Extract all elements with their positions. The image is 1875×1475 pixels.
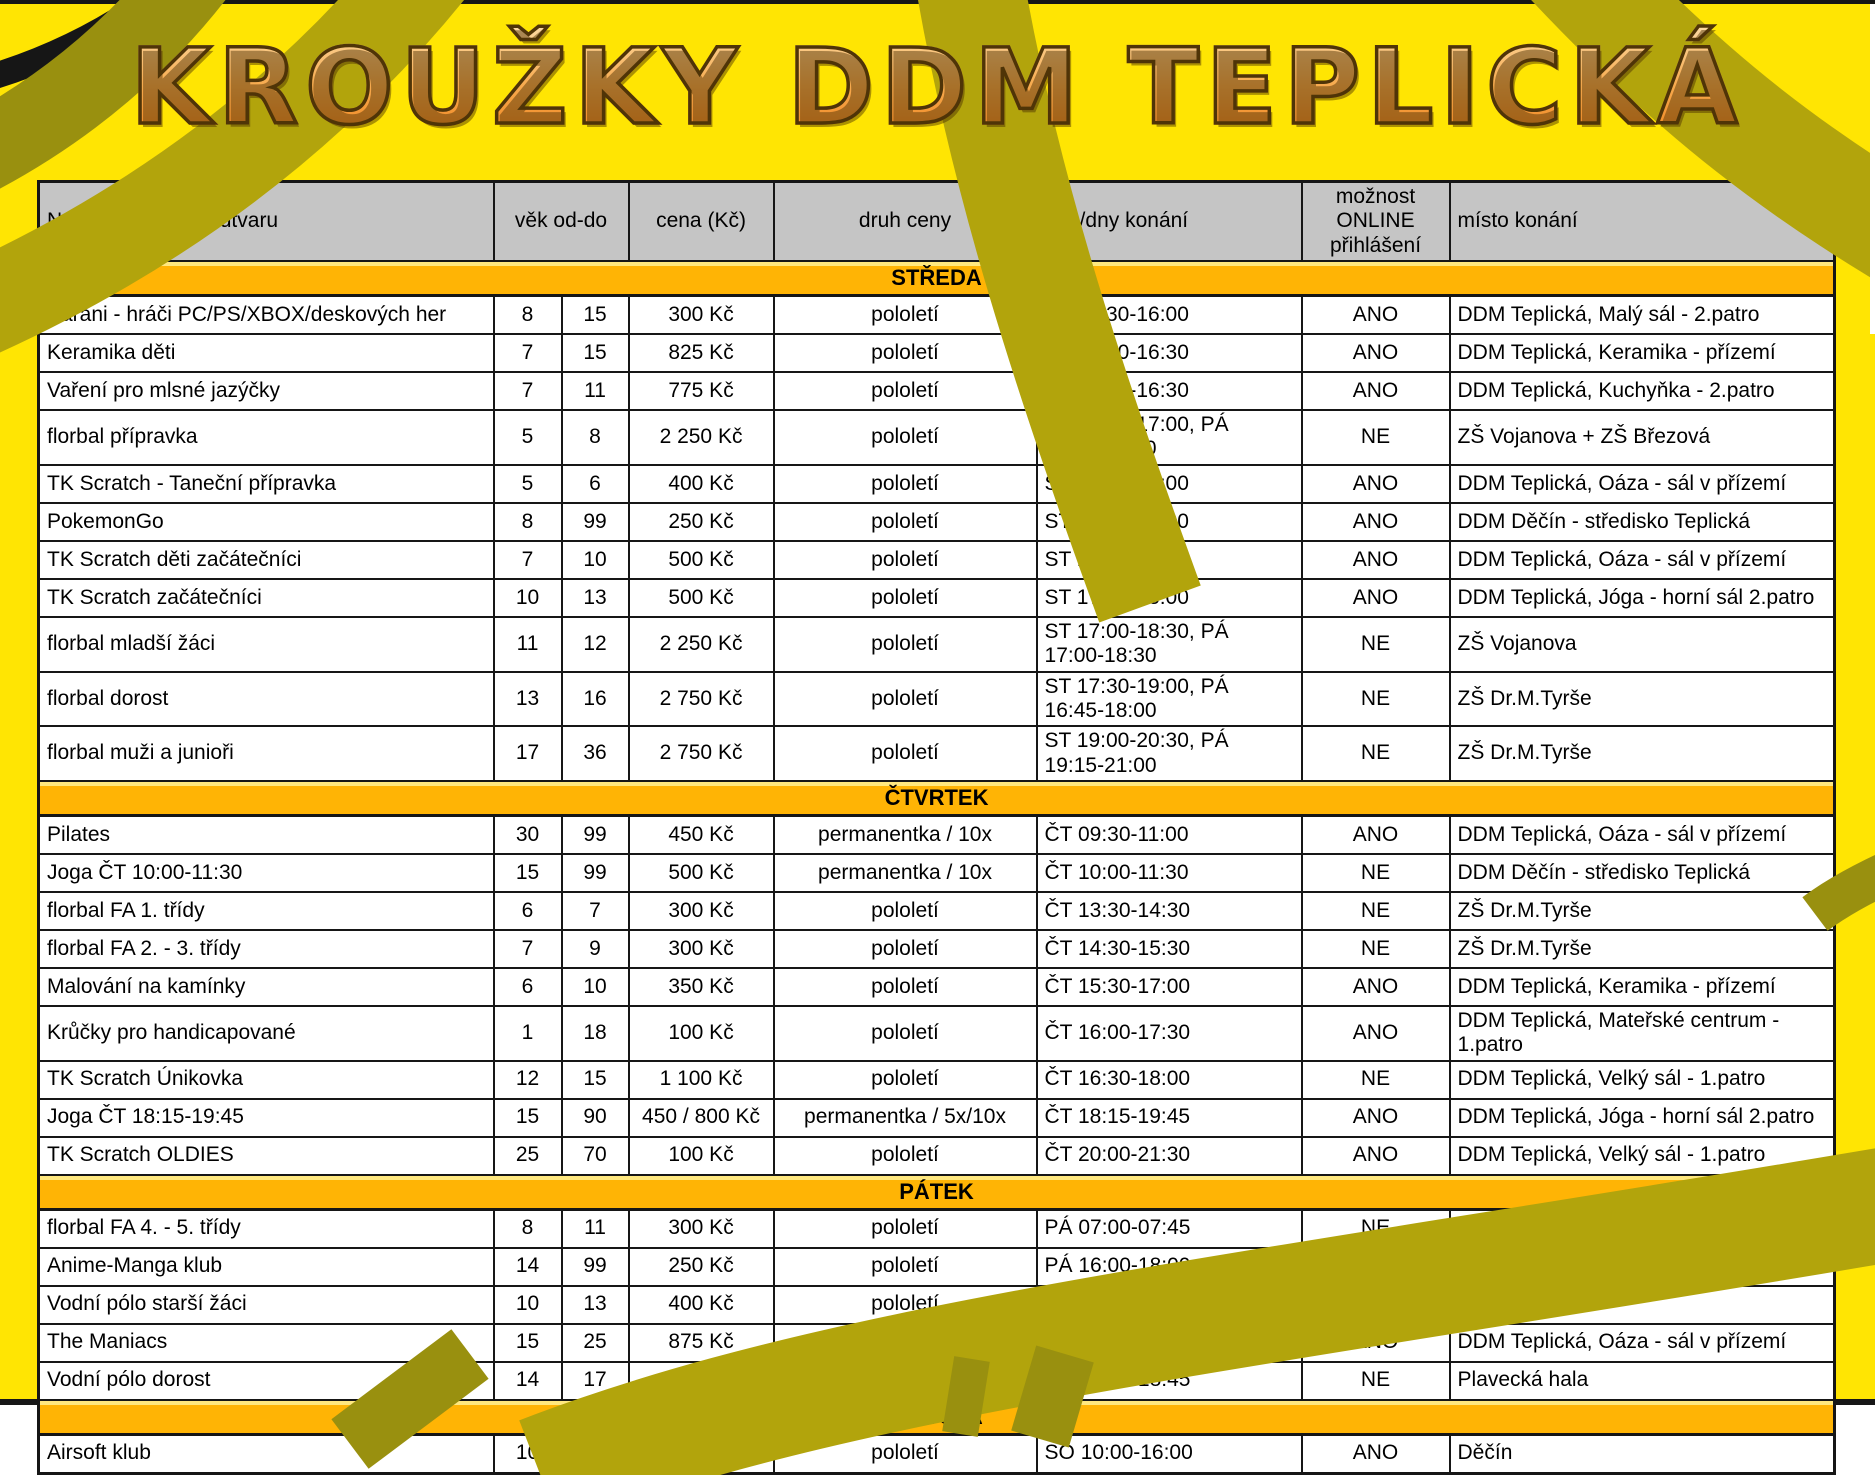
cell-price-type: pololetí (774, 1137, 1037, 1175)
cell-age-from: 15 (494, 1099, 562, 1137)
cell-age-from: 6 (494, 892, 562, 930)
cell-days: ČT 09:30-11:00 (1037, 815, 1302, 854)
cell-days: PÁ 07:00-07:45 (1037, 1209, 1302, 1248)
cell-online: ANO (1302, 541, 1450, 579)
cell-age-from: 10 (494, 1286, 562, 1324)
cell-price-type: pololetí (774, 1248, 1037, 1286)
cell-online: NE (1302, 1209, 1450, 1248)
cell-name: Airsoft klub (39, 1434, 494, 1473)
cell-online: NE (1302, 892, 1450, 930)
cell-age-from: 1 (494, 1006, 562, 1061)
cell-place: ZŠ Vojanova (1450, 617, 1835, 672)
cell-price-type: permanentka / 5x/10x (774, 1099, 1037, 1137)
cell-place: DDM Teplická, Velký sál - 1.patro (1450, 1137, 1835, 1175)
cell-price-type: pololetí (774, 579, 1037, 617)
cell-place: DDM Teplická, Velký sál - 1.patro (1450, 1061, 1835, 1099)
cell-age-to: 8 (562, 410, 629, 465)
cell-days: ST 15:30-17:00, PÁ 16:30-18:00 (1037, 410, 1302, 465)
cell-price-type: pololetí (774, 726, 1037, 781)
page-title: KROUŽKY DDM TEPLICKÁ (0, 26, 1875, 148)
cell-place: DDM Děčín - středisko Teplická (1450, 854, 1835, 892)
cell-place: ZŠ Vojanova + ZŠ Březová (1450, 410, 1835, 465)
cell-name: florbal mladší žáci (39, 617, 494, 672)
cell-price: 300 Kč (629, 1209, 774, 1248)
bottom-spoke-3 (1040, 1354, 1065, 1439)
cell-age-from: 5 (494, 465, 562, 503)
cell-price-type: pololetí (774, 410, 1037, 465)
cell-age-to: 70 (562, 1137, 629, 1175)
cell-price-type: pololetí (774, 1061, 1037, 1099)
cell-place: Děčín (1450, 1434, 1835, 1473)
table-row (39, 1434, 1835, 1473)
cell-online: ANO (1302, 1434, 1450, 1473)
cell-place: DDM Teplická, Oáza - sál v přízemí (1450, 1324, 1835, 1362)
cell-age-to: 13 (562, 1286, 629, 1324)
cell-days: ČT 16:00-17:30 (1037, 1006, 1302, 1061)
cell-place: ZŠ Dr.M.Tyrše (1450, 726, 1835, 781)
cell-online: NE (1302, 672, 1450, 727)
cell-days: ČT 10:00-11:30 (1037, 854, 1302, 892)
cell-days: PÁ 17:30-18:45 (1037, 1362, 1302, 1400)
cell-price-type: permanentka / 10x (774, 854, 1037, 892)
cell-online: ANO (1302, 296, 1450, 335)
cell-price-type: pololetí (774, 503, 1037, 541)
cell-name: TK Scratch Únikovka (39, 1061, 494, 1099)
cell-name: TK Scratch začátečníci (39, 579, 494, 617)
cell-price: 450 Kč (629, 815, 774, 854)
cell-price: 400 Kč (629, 1362, 774, 1400)
cell-age-from: 8 (494, 1209, 562, 1248)
cell-days: ST 17:30-19:00, PÁ 16:45-18:00 (1037, 672, 1302, 727)
cell-online: ANO (1302, 579, 1450, 617)
cell-place: ZŠ Dr.M.Tyrše (1450, 892, 1835, 930)
cell-age-from: 17 (494, 726, 562, 781)
cell-age-to: 15 (562, 1061, 629, 1099)
cell-price: 450 / 800 Kč (629, 1099, 774, 1137)
cell-days: ST 17:00-18:00 (1037, 541, 1302, 579)
cell-days: SO 10:00-16:00 (1037, 1434, 1302, 1473)
cell-price-type: pololetí (774, 1006, 1037, 1061)
cell-place: DDM Teplická, Oáza - sál v přízemí (1450, 541, 1835, 579)
cell-name: Vaření pro mlsné jazýčky (39, 372, 494, 410)
cell-age-from: 7 (494, 541, 562, 579)
cell-online: NE (1302, 1061, 1450, 1099)
cell-days: ČT 20:00-21:30 (1037, 1137, 1302, 1175)
cell-online: ANO (1302, 1006, 1450, 1061)
background-decoration (0, 4, 1875, 1409)
cell-place: DDM Teplická, Mateřské centrum - 1.patro (1450, 1006, 1835, 1061)
cell-price-type: pololetí (774, 892, 1037, 930)
cell-place: DDM Teplická, Keramika - přízemí (1450, 334, 1835, 372)
cell-price: 775 Kč (629, 372, 774, 410)
cell-age-from: 7 (494, 930, 562, 968)
cell-days: ST 16:15-17:00 (1037, 465, 1302, 503)
cell-online: ANO (1302, 1324, 1450, 1362)
cell-name: Vodní pólo starší žáci (39, 1286, 494, 1324)
cell-price-type: pololetí (774, 1434, 1037, 1473)
cell-price: 300 Kč (629, 296, 774, 335)
cell-age-to: 13 (562, 579, 629, 617)
cell-price-type: pololetí (774, 968, 1037, 1006)
cell-name: florbal FA 1. třídy (39, 892, 494, 930)
cell-price: 2 250 Kč (629, 617, 774, 672)
cell-price: 250 Kč (629, 1248, 774, 1286)
cell-days: ČT 18:15-19:45 (1037, 1099, 1302, 1137)
cell-name: TK Scratch OLDIES (39, 1137, 494, 1175)
cell-online: ANO (1302, 968, 1450, 1006)
cell-price-type: pololetí (774, 617, 1037, 672)
cell-name: Krůčky pro handicapované (39, 1006, 494, 1061)
bottom-spoke-2 (960, 1359, 972, 1434)
section-header: PÁTEK (39, 1175, 1835, 1210)
cell-place: DDM Teplická, Kuchyňka - 2.patro (1450, 372, 1835, 410)
cell-online: ANO (1302, 815, 1450, 854)
cell-online: ANO (1302, 372, 1450, 410)
cell-name: TK Scratch děti začátečníci (39, 541, 494, 579)
cell-days: ST 15:00-16:30 (1037, 372, 1302, 410)
cell-price: 300 Kč (629, 930, 774, 968)
cell-price: 1 100 Kč (629, 1061, 774, 1099)
cell-name: florbal přípravka (39, 410, 494, 465)
col-price: cena (Kč) (629, 182, 774, 262)
cell-place: ZŠ Dr.M.Tyrše (1450, 930, 1835, 968)
cell-name: Pilates (39, 815, 494, 854)
cell-online: ANO (1302, 1248, 1450, 1286)
cell-place: DDM Teplická, Malý sál - 2.patro (1450, 296, 1835, 335)
cell-price-type: pololetí (774, 541, 1037, 579)
cell-place: DDM Teplická, Oáza - sál v přízemí (1450, 465, 1835, 503)
cell-days: PÁ 17:00-18:30 (1037, 1324, 1302, 1362)
col-online: možnost ONLINE přihlášení (1302, 182, 1450, 262)
cell-name: Joga ČT 10:00-11:30 (39, 854, 494, 892)
cell-age-to: 25 (562, 1324, 629, 1362)
cell-age-to: 12 (562, 617, 629, 672)
cell-online: ANO (1302, 334, 1450, 372)
cell-name: TK Scratch - Taneční přípravka (39, 465, 494, 503)
cell-days: ST 16:30-18:30 (1037, 503, 1302, 541)
cell-place: Plavecká hala (1450, 1362, 1835, 1400)
cell-age-to: 19 (562, 1434, 629, 1473)
cell-price: 100 Kč (629, 1006, 774, 1061)
cell-place: DDM Děčín - středisko Teplická (1450, 503, 1835, 541)
cell-age-to: 11 (562, 372, 629, 410)
cell-place: DDM Teplická, Oáza - sál v přízemí (1450, 815, 1835, 854)
cell-price-type: pololetí (774, 372, 1037, 410)
cell-age-from: 8 (494, 296, 562, 335)
cell-price: 2 750 Kč (629, 726, 774, 781)
cell-price: 500 Kč (629, 1434, 774, 1473)
cell-price: 2 250 Kč (629, 410, 774, 465)
cell-age-to: 18 (562, 1006, 629, 1061)
cell-name: florbal FA 4. - 5. třídy (39, 1209, 494, 1248)
cell-online: NE (1302, 726, 1450, 781)
cell-name: Joga ČT 18:15-19:45 (39, 1099, 494, 1137)
col-place: místo konání (1450, 182, 1835, 262)
cell-online: NE (1302, 930, 1450, 968)
cell-age-to: 16 (562, 672, 629, 727)
cell-age-from: 10 (494, 579, 562, 617)
cell-name: florbal FA 2. - 3. třídy (39, 930, 494, 968)
cell-age-to: 36 (562, 726, 629, 781)
cell-name: florbal dorost (39, 672, 494, 727)
cell-age-from: 15 (494, 854, 562, 892)
cell-price: 350 Kč (629, 968, 774, 1006)
cell-online: NE (1302, 1362, 1450, 1400)
right-wedge (1815, 854, 1875, 914)
cell-age-from: 13 (494, 672, 562, 727)
cell-age-to: 99 (562, 815, 629, 854)
cell-name: PokemonGo (39, 503, 494, 541)
cell-online: NE (1302, 1286, 1450, 1324)
cell-price: 250 Kč (629, 503, 774, 541)
cell-price-type: pololetí (774, 465, 1037, 503)
cell-price-type: pololetí (774, 1324, 1037, 1362)
cell-age-from: 14 (494, 1362, 562, 1400)
cell-age-to: 9 (562, 930, 629, 968)
cell-age-to: 17 (562, 1362, 629, 1400)
cell-name: The Maniacs (39, 1324, 494, 1362)
cell-days: ST 17:00-18:30, PÁ 17:00-18:30 (1037, 617, 1302, 672)
col-price-type: druh ceny (774, 182, 1037, 262)
cell-age-to: 90 (562, 1099, 629, 1137)
cell-days: ST 14:30-16:00 (1037, 296, 1302, 335)
cell-price: 500 Kč (629, 854, 774, 892)
cell-age-from: 30 (494, 815, 562, 854)
cell-name: Pařani - hráči PC/PS/XBOX/deskových her (39, 296, 494, 335)
cell-age-to: 15 (562, 296, 629, 335)
cell-age-to: 99 (562, 1248, 629, 1286)
cell-online: ANO (1302, 465, 1450, 503)
cell-days: ST 19:00-20:30, PÁ 19:15-21:00 (1037, 726, 1302, 781)
cell-age-from: 15 (494, 1324, 562, 1362)
cell-age-to: 6 (562, 465, 629, 503)
cell-price: 500 Kč (629, 541, 774, 579)
cell-online: NE (1302, 854, 1450, 892)
cell-age-from: 12 (494, 1061, 562, 1099)
cell-name: Anime-Manga klub (39, 1248, 494, 1286)
cell-age-from: 7 (494, 334, 562, 372)
section-header: ČTVRTEK (39, 781, 1835, 816)
section-header: STŘEDA (39, 261, 1835, 296)
cell-days: ST 17:00-18:00 (1037, 579, 1302, 617)
cell-name: florbal muži a junioři (39, 726, 494, 781)
cell-online: NE (1302, 410, 1450, 465)
cell-age-to: 15 (562, 334, 629, 372)
cell-price: 400 Kč (629, 465, 774, 503)
cell-name: Keramika děti (39, 334, 494, 372)
cell-age-to: 10 (562, 968, 629, 1006)
cell-days: ČT 15:30-17:00 (1037, 968, 1302, 1006)
cell-price: 2 750 Kč (629, 672, 774, 727)
col-days: den/dny konání (1037, 182, 1302, 262)
cell-price: 100 Kč (629, 1137, 774, 1175)
cell-days: ČT 13:30-14:30 (1037, 892, 1302, 930)
cell-age-from: 11 (494, 617, 562, 672)
cell-age-to: 99 (562, 503, 629, 541)
cell-age-from: 5 (494, 410, 562, 465)
cell-age-from: 6 (494, 968, 562, 1006)
cell-price-type: pololetí (774, 296, 1037, 335)
col-name: Název zájmového útvaru (39, 182, 494, 262)
cell-age-to: 11 (562, 1209, 629, 1248)
cell-price-type: pololetí (774, 334, 1037, 372)
cell-price-type: pololetí (774, 672, 1037, 727)
cell-days: ČT 16:30-18:00 (1037, 1061, 1302, 1099)
cell-age-from: 8 (494, 503, 562, 541)
cell-place: DDM Teplická, Jóga - horní sál 2.patro (1450, 1099, 1835, 1137)
cell-price-type: permanentka / 10x (774, 815, 1037, 854)
cell-price-type: pololetí (774, 1286, 1037, 1324)
cell-price: 875 Kč (629, 1324, 774, 1362)
cell-online: ANO (1302, 1137, 1450, 1175)
cell-days: PÁ 16:15-17:30 (1037, 1286, 1302, 1324)
section-header: SOBOTA (39, 1400, 1835, 1435)
cell-age-from: 10 (494, 1434, 562, 1473)
cell-online: NE (1302, 617, 1450, 672)
cell-price: 825 Kč (629, 334, 774, 372)
col-age: věk od-do (494, 182, 629, 262)
cell-days: ČT 14:30-15:30 (1037, 930, 1302, 968)
cell-age-to: 99 (562, 854, 629, 892)
cell-price-type: pololetí (774, 930, 1037, 968)
cell-price-type: pololetí (774, 1209, 1037, 1248)
cell-place: ZŠ Dr.M.Tyrše (1450, 672, 1835, 727)
cell-age-from: 7 (494, 372, 562, 410)
cell-name: Malování na kamínky (39, 968, 494, 1006)
cell-place: DDM Teplická, Keramika - přízemí (1450, 968, 1835, 1006)
cell-price: 400 Kč (629, 1286, 774, 1324)
cell-days: PÁ 16:00-18:00 (1037, 1248, 1302, 1286)
cell-place: ZŠ Dr.M.Tyrše (1450, 1209, 1835, 1248)
cell-price: 300 Kč (629, 892, 774, 930)
cell-age-to: 10 (562, 541, 629, 579)
cell-online: ANO (1302, 503, 1450, 541)
cell-price-type: pololetí (774, 1362, 1037, 1400)
cell-days: ST 15:00-16:30 (1037, 334, 1302, 372)
cell-age-to: 7 (562, 892, 629, 930)
cell-place: DDM Teplická, Malý sál - 2.patro (1450, 1248, 1835, 1286)
cell-online: ANO (1302, 1099, 1450, 1137)
cell-place: DDM Teplická, Jóga - horní sál 2.patro (1450, 579, 1835, 617)
cell-name: Vodní pólo dorost (39, 1362, 494, 1400)
cell-age-from: 14 (494, 1248, 562, 1286)
cell-age-from: 25 (494, 1137, 562, 1175)
cell-place: Plavecká hala (1450, 1286, 1835, 1324)
cell-price: 500 Kč (629, 579, 774, 617)
